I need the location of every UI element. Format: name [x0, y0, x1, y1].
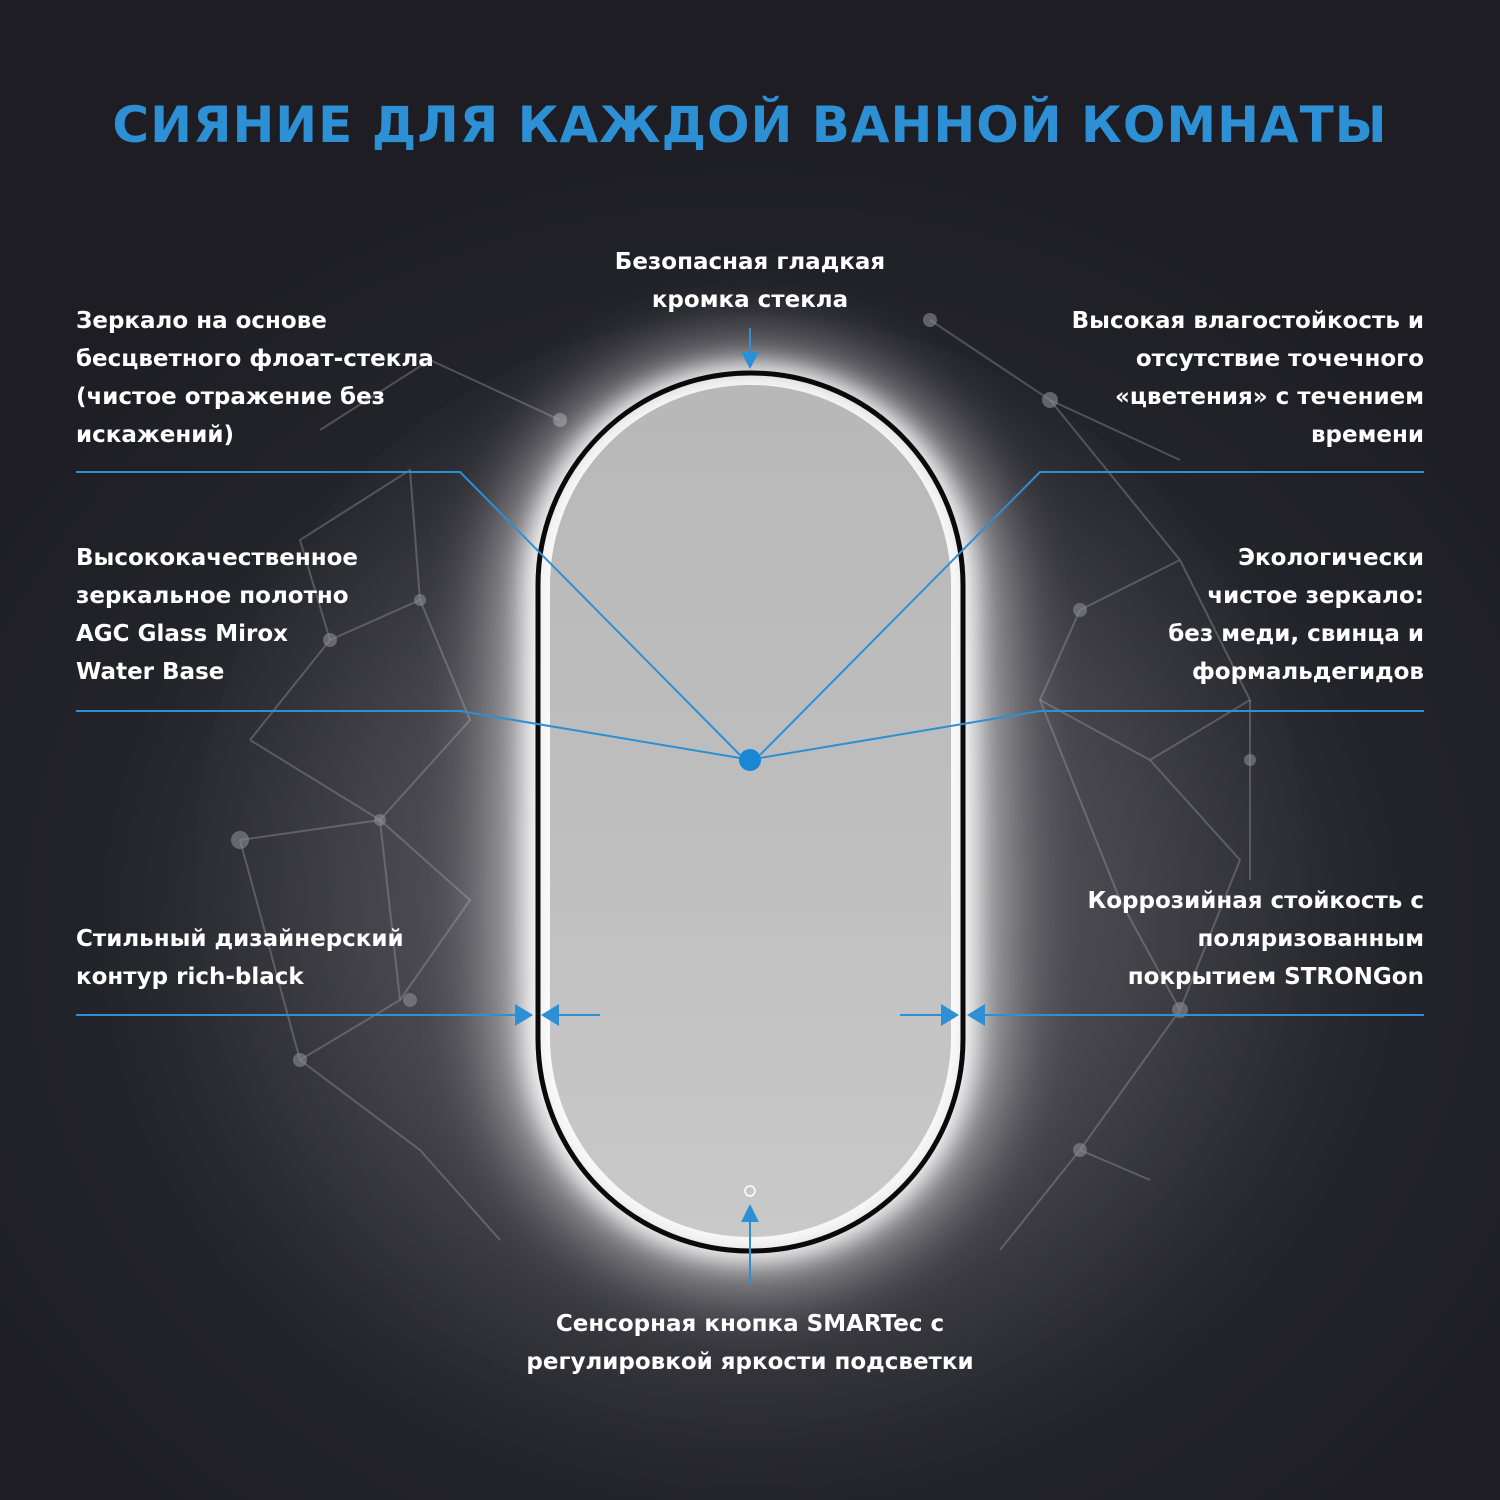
callout-line: контур rich-black — [76, 964, 304, 990]
callout-line: (чистое отражение без — [76, 384, 386, 410]
callout-line: чистое зеркало: — [1207, 583, 1424, 609]
callout-line: искажений) — [76, 422, 235, 448]
callout-line: Water Base — [76, 659, 225, 685]
callout-line: Безопасная гладкая — [614, 249, 886, 275]
mirror-glass — [550, 385, 951, 1237]
callout-left-3 — [76, 920, 404, 996]
callout-line: бесцветного флоат-стекла — [76, 346, 434, 372]
callout-line: поляризованным — [1197, 926, 1424, 952]
callout-line: отсутствие точечного — [1135, 346, 1424, 372]
callout-line: покрытием STRONGon — [1127, 964, 1424, 990]
callout-line: регулировкой яркости подсветки — [526, 1349, 974, 1375]
callout-line: Коррозийная стойкость с — [1087, 888, 1424, 914]
page-title: СИЯНИЕ ДЛЯ КАЖДОЙ ВАННОЙ КОМНАТЫ — [112, 96, 1388, 154]
callout-left-1 — [76, 302, 434, 454]
blue-dot-icon — [739, 749, 761, 771]
callout-line: формальдегидов — [1191, 659, 1424, 685]
callout-right-1 — [1072, 302, 1424, 454]
callout-right-2 — [1168, 539, 1424, 691]
callout-line: AGC Glass Mirox — [76, 621, 288, 647]
callout-line: «цветения» с течением — [1115, 384, 1424, 410]
callout-line: времени — [1310, 422, 1424, 448]
callout-left-2 — [76, 539, 358, 691]
callout-bottom — [0, 1305, 1500, 1381]
callout-line: Высококачественное — [76, 545, 358, 571]
callout-line: кромка стекла — [651, 287, 849, 313]
callout-line: Экологически — [1238, 545, 1424, 571]
callout-line: Высокая влагостойкость и — [1071, 308, 1424, 334]
callout-line: Стильный дизайнерский — [76, 926, 404, 952]
callout-line: зеркальное полотно — [76, 583, 349, 609]
callout-line: Сенсорная кнопка SMARTec с — [555, 1311, 945, 1337]
callout-line: без меди, свинца и — [1168, 621, 1424, 647]
callout-line: Зеркало на основе — [76, 308, 327, 334]
callout-right-3 — [1087, 882, 1424, 996]
